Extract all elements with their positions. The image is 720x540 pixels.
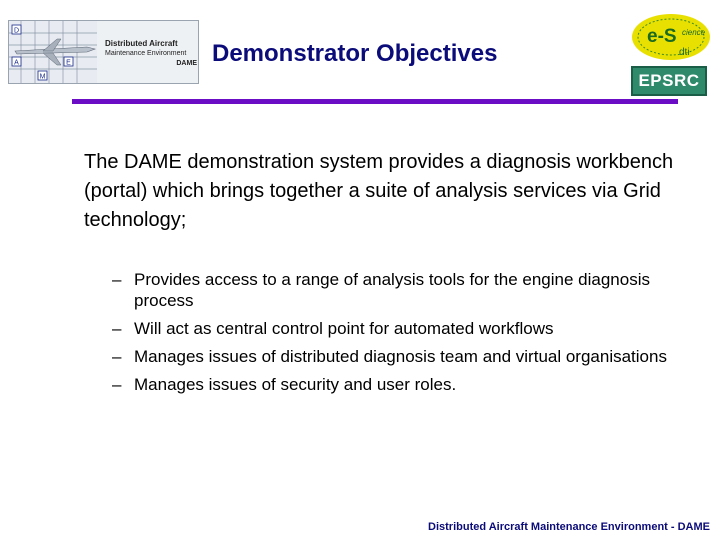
- escience-main: e-S: [647, 26, 677, 47]
- slide-title: Demonstrator Objectives: [212, 40, 498, 67]
- bullet-text: Provides access to a range of analysis tools for the engine diagnosis process: [134, 270, 650, 310]
- escience-logo: [631, 13, 711, 61]
- dame-letter-m: M: [39, 73, 46, 81]
- bullet-item: [112, 269, 692, 311]
- aircraft-grid-icon: [9, 21, 97, 83]
- escience-sub: dti: [679, 47, 690, 58]
- dash-icon: –: [112, 319, 122, 338]
- bullet-item: [112, 346, 692, 367]
- footer-text: Distributed Aircraft Maintenance Environment - DAME: [428, 521, 710, 533]
- dash-icon: –: [112, 375, 122, 394]
- dame-logo-line1: Distributed Aircraft: [105, 39, 178, 48]
- escience-tail: cience: [682, 28, 706, 37]
- bullet-text: Manages issues of distributed diagnosis team and virtual organisations: [134, 347, 667, 366]
- dash-icon: –: [112, 347, 122, 366]
- bullet-item: [112, 374, 692, 395]
- dame-logo-line3: DAME: [176, 60, 197, 67]
- main-paragraph: The DAME demonstration system provides a diagnosis workbench (portal) which brings together a suite of analysis services via Grid technology;: [84, 151, 674, 231]
- bullet-text: Will act as central control point for automated workflows: [134, 319, 554, 338]
- dame-logo-text: [105, 39, 197, 69]
- title-rule: [72, 99, 678, 104]
- dame-logo-line2: Maintenance Environment: [105, 50, 187, 57]
- bullet-list: [112, 269, 692, 402]
- bullet-item: [112, 318, 692, 339]
- dame-letter-e: E: [66, 59, 71, 67]
- epsrc-logo: EPSRC: [631, 66, 707, 96]
- dame-letter-d: D: [13, 27, 20, 35]
- dame-letter-a: A: [14, 59, 19, 67]
- dash-icon: –: [112, 270, 122, 289]
- dame-logo: [8, 20, 199, 84]
- bullet-text: Manages issues of security and user roles.: [134, 375, 457, 394]
